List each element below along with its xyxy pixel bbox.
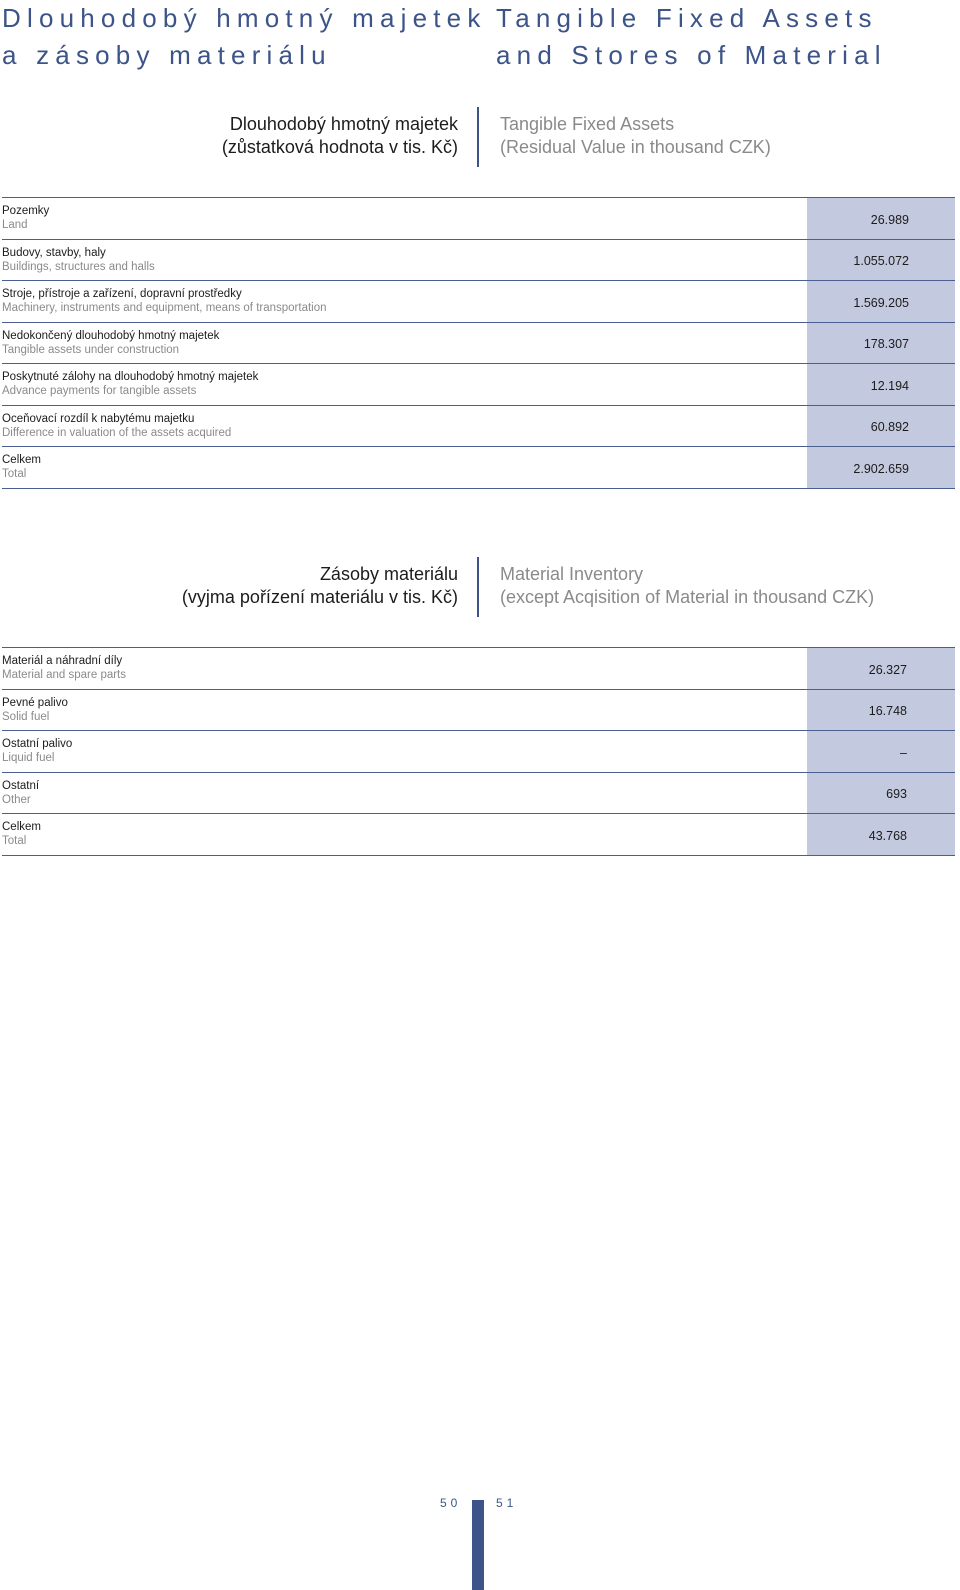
row-value: 2.902.659 [853, 461, 909, 476]
row-label-czech: Ostatní [2, 779, 40, 792]
row-value: 12.194 [870, 378, 909, 393]
row-label-czech: Materiál a náhradní díly [2, 655, 123, 667]
table-row [2, 240, 955, 282]
row-value: 1.055.072 [853, 254, 909, 269]
assets-title-czech [58, 113, 458, 159]
table-row [2, 281, 955, 323]
inventory-title-divider [477, 557, 479, 617]
value-cell [807, 198, 955, 239]
table-row [2, 406, 955, 448]
row-label-czech: Celkem [2, 821, 41, 833]
table-row-total [2, 447, 955, 489]
row-value: 26.327 [868, 662, 907, 677]
heading-czech-line-1: Dlouhodobý hmotný majetek [2, 3, 487, 33]
row-value: 16.748 [868, 704, 907, 719]
inventory-title-czech [58, 563, 458, 609]
inventory-title-english-line-1: Material Inventory [500, 564, 644, 584]
inventory-title-english [500, 563, 940, 609]
row-label-czech: Pozemky [2, 205, 50, 217]
row-label-english: Machinery, instruments and equipment, means of transportation [2, 302, 327, 314]
page-number-left: 50 [440, 1496, 462, 1510]
value-cell [807, 648, 955, 689]
row-label-english: Tangible assets under construction [2, 343, 180, 356]
row-value: 693 [886, 787, 907, 802]
row-label-english: Land [2, 219, 28, 231]
table-row-total [2, 814, 955, 856]
assets-title-divider [477, 107, 479, 167]
assets-title-czech-line-2: (zůstatková hodnota v tis. Kč) [221, 137, 458, 157]
assets-title-czech-line-1: Dlouhodobý hmotný majetek [229, 114, 458, 134]
inventory-section-title [0, 557, 960, 617]
value-cell [807, 773, 955, 814]
heading-czech [2, 0, 487, 74]
row-label-english: Material and spare parts [2, 669, 127, 681]
assets-table [2, 197, 955, 489]
table-row [2, 198, 955, 240]
row-label-english: Other [2, 793, 31, 806]
value-cell [807, 406, 955, 447]
assets-section-title [0, 107, 960, 167]
assets-title-english [500, 113, 940, 159]
value-cell [807, 281, 955, 322]
row-value: 26.989 [870, 212, 909, 227]
table-row [2, 648, 955, 690]
inventory-table [2, 647, 955, 856]
inventory-title-czech-line-2: (vyjma pořízení materiálu v tis. Kč) [181, 587, 458, 607]
value-cell [807, 814, 955, 855]
row-value: 60.892 [870, 420, 909, 435]
row-label-czech: Celkem [2, 454, 41, 466]
row-label-english: Difference in valuation of the assets acquired [2, 426, 232, 439]
row-label-czech: Ostatní palivo [2, 738, 73, 750]
row-value: 1.569.205 [853, 295, 909, 310]
row-label-english: Liquid fuel [2, 752, 55, 764]
heading-english-line-1: Tangible Fixed Assets [496, 3, 878, 33]
row-value: 178.307 [863, 337, 909, 352]
table-row [2, 773, 955, 815]
heading-czech-line-2: a zásoby materiálu [2, 40, 332, 70]
row-label-english: Advance payments for tangible assets [2, 385, 197, 397]
value-cell [807, 690, 955, 731]
value-cell [807, 323, 955, 364]
assets-title-english-line-2: (Residual Value in thousand CZK) [500, 137, 771, 157]
row-label-czech: Stroje, přístroje a zařízení, dopravní prostředky [2, 288, 242, 300]
heading-english-line-2: and Stores of Material [496, 40, 887, 70]
row-label-english: Buildings, structures and halls [2, 260, 155, 273]
table-row [2, 690, 955, 732]
inventory-title-czech-line-1: Zásoby materiálu [319, 564, 458, 584]
row-value: 43.768 [868, 828, 907, 843]
heading-english [496, 0, 887, 74]
inventory-title-english-line-2: (except Acqisition of Material in thousand CZK) [500, 587, 875, 607]
table-row [2, 731, 955, 773]
table-row [2, 364, 955, 406]
row-label-english: Total [2, 835, 27, 847]
value-cell [807, 447, 955, 488]
table-row [2, 323, 955, 365]
row-label-czech: Oceňovací rozdíl k nabytému majetku [2, 412, 195, 425]
row-label-english: Solid fuel [2, 710, 50, 723]
row-label-czech: Pevné palivo [2, 696, 68, 709]
row-label-czech: Budovy, stavby, haly [2, 246, 106, 259]
row-label-english: Total [2, 468, 27, 480]
assets-title-english-line-1: Tangible Fixed Assets [500, 114, 675, 134]
value-cell [807, 364, 955, 405]
page-number-right: 51 [496, 1496, 518, 1510]
page-bar [472, 1500, 484, 1590]
value-cell [807, 731, 955, 772]
row-label-czech: Nedokončený dlouhodobý hmotný majetek [2, 329, 220, 342]
row-value: – [900, 745, 907, 760]
value-cell [807, 240, 955, 281]
row-label-czech: Poskytnuté zálohy na dlouhodobý hmotný majetek [2, 371, 259, 383]
